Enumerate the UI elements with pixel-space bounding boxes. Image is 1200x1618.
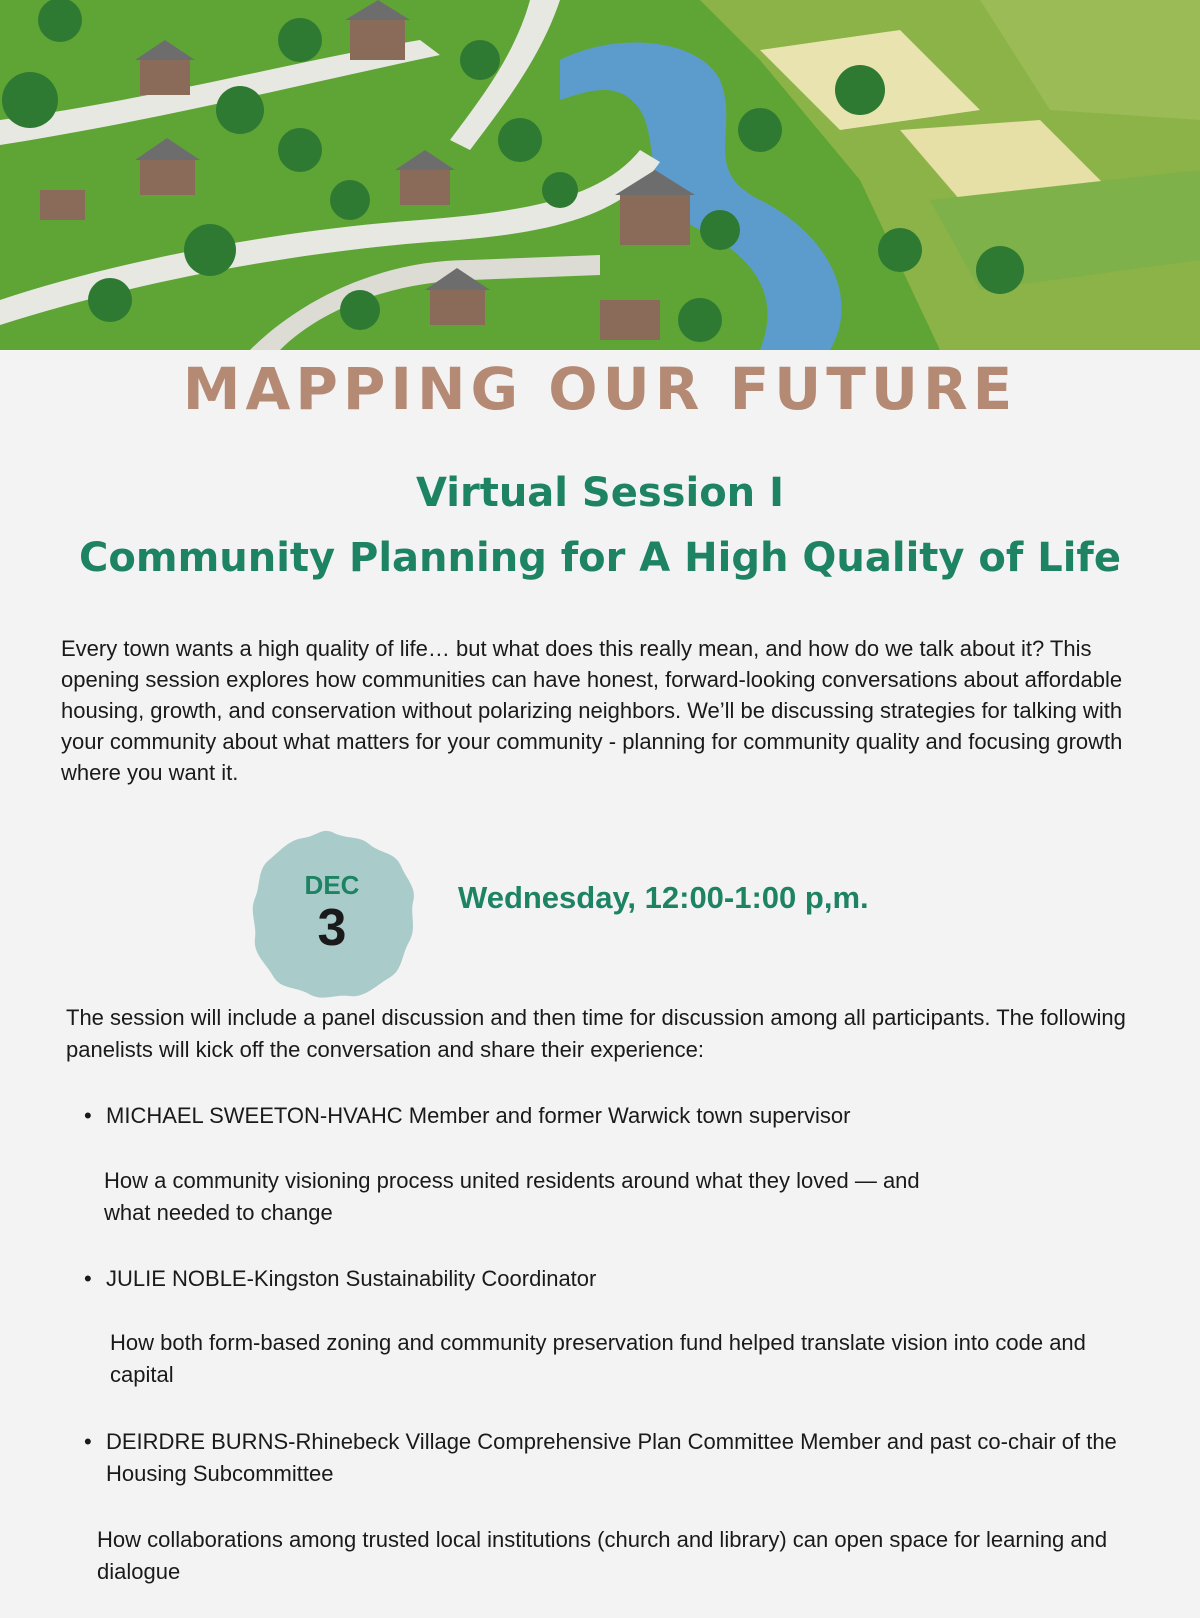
intro-paragraph: Every town wants a high quality of life… but what does this really mean, and how do we talk about it? This opening session explores how communities can have honest, forward-looking conversations about affordable housing, growth, and conservation without polarizing neighbors. We’ll be discussing strategies for talking with your community about what matters for your community - planning for community quality and focusing growth where you want it.: [61, 636, 1123, 785]
panelist-item: [84, 1426, 1156, 1490]
panelist-name: DEIRDRE BURNS-Rhinebeck Village Comprehensive Plan Committee Member and past co-chair of the Housing Subcommittee: [106, 1429, 1117, 1486]
panelist-item: [84, 1263, 1156, 1295]
flyer-title: MAPPING OUR FUTURE: [182, 355, 1018, 423]
bullet-icon: •: [84, 1103, 92, 1128]
aerial-village-illustration: [0, 0, 1200, 350]
panelist-item: [84, 1100, 1156, 1132]
panelist-name: JULIE NOBLE-Kingston Sustainability Coordinator: [106, 1266, 597, 1291]
date-day: 3: [317, 899, 347, 957]
panelist-topic: How a community visioning process united residents around what they loved — and what needed to change: [104, 1168, 920, 1225]
session-title: Community Planning for A High Quality of Life: [79, 535, 1121, 581]
bullet-icon: •: [84, 1266, 92, 1291]
panelist-topic: How collaborations among trusted local institutions (church and library) can open space for learning and dialogue: [97, 1527, 1108, 1584]
bullet-icon: •: [84, 1429, 92, 1454]
date-badge: [247, 830, 417, 1000]
panelist-name: MICHAEL SWEETON-HVAHC Member and former Warwick town supervisor: [106, 1103, 851, 1128]
date-time: Wednesday, 12:00-1:00 p,m.: [458, 880, 869, 915]
date-month: DEC: [304, 870, 360, 900]
session-label: Virtual Session I: [416, 470, 784, 516]
hero-illustration: [0, 0, 1200, 350]
session-description: The session will include a panel discussion and then time for discussion among all participants. The following panelists will kick off the conversation and share their experience:: [66, 1005, 1126, 1062]
panelist-topic: How both form-based zoning and community preservation fund helped translate vision into code and capital: [110, 1330, 1086, 1387]
